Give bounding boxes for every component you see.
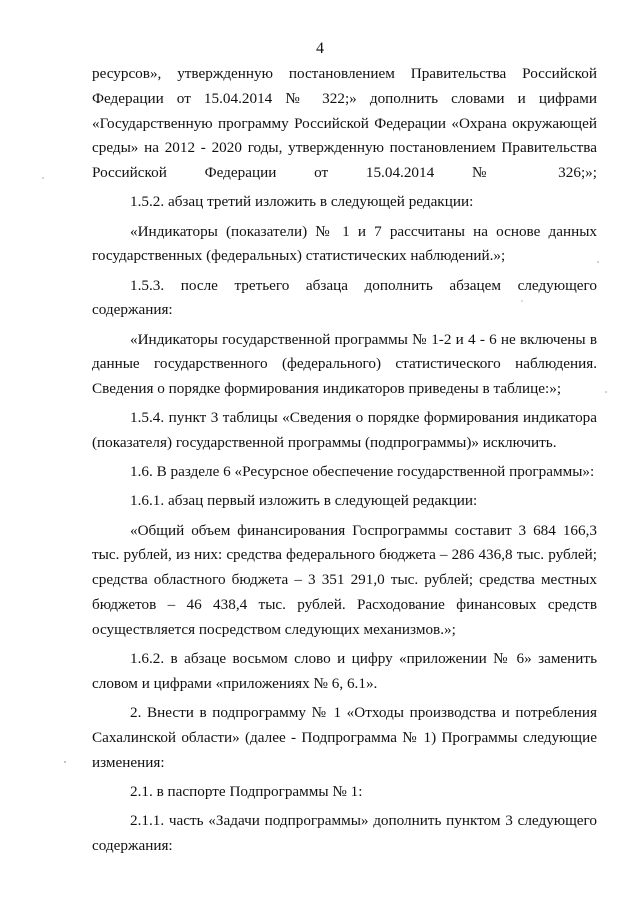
- paragraph-quote-financing: «Общий объем финансирования Госпрограммы составит 3 684 166,3 тыс. рублей, из них: средства федерального бюджета – 286 436,8 тыс. рублей; средства областного бюджета – 3 351 291,0 тыс. рублей; средства местных бюджетов – 46 438,4 тыс. рублей. Расходование финансовых средств осуществляется посредством следующих механизмов.»;: [92, 521, 597, 638]
- paragraph-quote-indicators-1-7: «Индикаторы (показатели) № 1 и 7 рассчитаны на основе данных государственных (федеральных) статистических наблюдений.»;: [92, 222, 597, 265]
- paragraph-quote-indicators-table: «Индикаторы государственной программы № 1-2 и 4 - 6 не включены в данные государственного (федерального) статистического наблюдения. Сведения о порядке формирования индикаторов приведены в таблице:»;: [92, 330, 597, 398]
- paragraph-2-1: 2.1. в паспорте Подпрограммы № 1:: [130, 782, 363, 800]
- paragraph-2: 2. Внести в подпрограмму № 1 «Отходы производства и потребления Сахалинской области» (далее - Подпрограмма № 1) Программы следующие изменения:: [92, 704, 597, 771]
- scan-speck: [64, 761, 66, 763]
- paragraph-1-5-3: 1.5.3. после третьего абзаца дополнить абзацем следующего содержания:: [92, 276, 597, 319]
- scan-speck: [42, 177, 44, 179]
- scan-speck: [605, 391, 607, 393]
- paragraph-1-5-4: 1.5.4. пункт 3 таблицы «Сведения о порядке формирования индикатора (показателя) государственной программы (подпрограммы)» исключить.: [92, 409, 597, 452]
- document-body: [92, 62, 597, 863]
- paragraph-1-6: 1.6. В разделе 6 «Ресурсное обеспечение государственной программы»:: [130, 463, 595, 481]
- paragraph-2-1-1: 2.1.1. часть «Задачи подпрограммы» дополнить пунктом 3 следующего содержания:: [92, 812, 597, 854]
- paragraph-1-5-2: 1.5.2. абзац третий изложить в следующей редакции:: [130, 193, 474, 211]
- scan-speck: [597, 261, 599, 263]
- paragraph-1-6-2: 1.6.2. в абзаце восьмом слово и цифру «приложении № 6» заменить словом и цифрами «приложениях № 6, 6.1».: [92, 650, 597, 692]
- paragraph-continuation: ресурсов», утвержденную постановлением Правительства Российской Федерации от 15.04.2014 № 322;» дополнить словами и цифрами «Государственную программу Российской Федерации «Охрана окружающей среды» на 2012 - 2020 годы, утвержденную постановлением Правительства Российской Федерации от 15.04.2014 № 326;»;: [92, 65, 597, 182]
- paragraph-1-6-1: 1.6.1. абзац первый изложить в следующей редакции:: [130, 492, 478, 510]
- page-number: 4: [316, 40, 324, 57]
